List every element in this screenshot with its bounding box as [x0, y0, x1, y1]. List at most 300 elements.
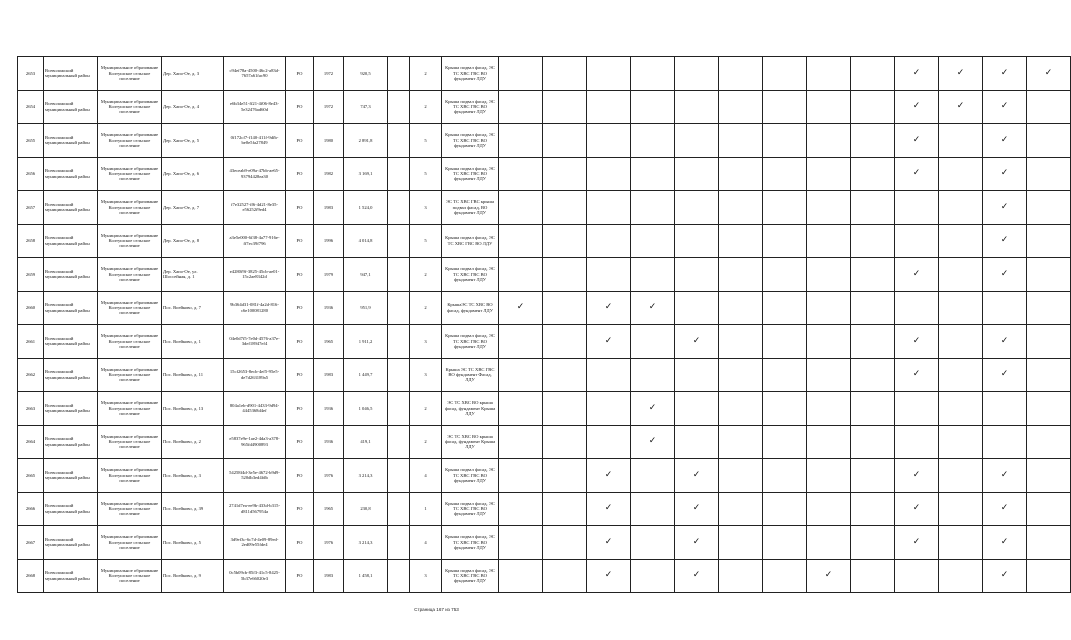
work-flag-cell: [631, 124, 675, 158]
work-flag-cell: [983, 291, 1027, 325]
work-flag-cell: [631, 224, 675, 258]
work-flag-cell: [631, 392, 675, 426]
year-cell: 1936: [314, 425, 344, 459]
work-flag-cell: [895, 258, 939, 292]
work-flag-cell: [675, 425, 719, 459]
work-flag-cell: [675, 559, 719, 593]
work-flag-cell: [719, 291, 763, 325]
area-cell: 947,1: [344, 258, 388, 292]
type-cell: РО: [286, 291, 314, 325]
municipality-cell: Муниципальное образование Колтушское сельское поселение: [98, 57, 162, 91]
work-flag-cell: [851, 325, 895, 359]
area-cell: 920,5: [344, 57, 388, 91]
work-flag-cell: [1027, 325, 1071, 359]
work-flag-cell: [587, 492, 631, 526]
work-flag-cell: [983, 325, 1027, 359]
check-icon: ✓: [1000, 268, 1009, 279]
area-cell: 1 046,5: [344, 392, 388, 426]
district-cell: Всеволожский муниципальный район: [44, 124, 98, 158]
work-flag-cell: [1027, 358, 1071, 392]
district-cell: Всеволожский муниципальный район: [44, 258, 98, 292]
municipality-cell: Муниципальное образование Колтушское сельское поселение: [98, 157, 162, 191]
work-flag-cell: [851, 90, 895, 124]
check-icon: ✓: [604, 302, 613, 313]
work-flag-cell: [763, 291, 807, 325]
work-flag-cell: [763, 191, 807, 225]
guid-cell: c94ef78a-4500-46c2-a83d-7657a61fac90: [224, 57, 286, 91]
work-flag-cell: [543, 358, 587, 392]
work-flag-cell: [587, 392, 631, 426]
year-cell: 1972: [314, 57, 344, 91]
row-number: 2661: [18, 325, 44, 359]
municipality-cell: Муниципальное образование Колтушское сельское поселение: [98, 325, 162, 359]
table-row: [18, 191, 1071, 225]
work-flag-cell: [631, 191, 675, 225]
work-flag-cell: [719, 258, 763, 292]
work-flag-cell: [1027, 191, 1071, 225]
work-flag-cell: [543, 559, 587, 593]
district-cell: Всеволожский муниципальный район: [44, 559, 98, 593]
work-flag-cell: [675, 291, 719, 325]
work-flag-cell: [763, 358, 807, 392]
works-cell: Крыша подвал фасад, ЭС ТС ХВС ГВС ВО фундамент ЛДУ: [442, 157, 499, 191]
district-cell: Всеволожский муниципальный район: [44, 57, 98, 91]
table-row: [18, 392, 1071, 426]
work-flag-cell: [631, 526, 675, 560]
work-flag-cell: [983, 492, 1027, 526]
year-cell: 1936: [314, 291, 344, 325]
municipality-cell: Муниципальное образование Колтушское сельское поселение: [98, 258, 162, 292]
work-flag-cell: [895, 559, 939, 593]
work-flag-cell: [1027, 492, 1071, 526]
works-cell: ЭС ТС ХВС ВО крыша фасад, фундамент Крыша ЛДУ: [442, 425, 499, 459]
work-flag-cell: [807, 392, 851, 426]
work-flag-cell: [499, 224, 543, 258]
work-flag-cell: [719, 57, 763, 91]
work-flag-cell: [807, 559, 851, 593]
works-cell: ЭС ТС ХВС ГВС крыша подвал фасад, ВО фундамент ЛДУ: [442, 191, 499, 225]
work-flag-cell: [543, 492, 587, 526]
check-icon: ✓: [648, 302, 657, 313]
table-row: [18, 492, 1071, 526]
work-flag-cell: [631, 492, 675, 526]
work-flag-cell: [807, 124, 851, 158]
work-flag-cell: [587, 425, 631, 459]
check-icon: ✓: [912, 335, 921, 346]
work-flag-cell: [763, 392, 807, 426]
work-flag-cell: [983, 157, 1027, 191]
address-cell: Пос. Воейково, д. 11: [162, 358, 224, 392]
work-flag-cell: [719, 526, 763, 560]
work-flag-cell: [1027, 124, 1071, 158]
address-cell: Дер. Хапо-Ое, д. 8: [162, 224, 224, 258]
work-flag-cell: [499, 358, 543, 392]
check-icon: ✓: [604, 536, 613, 547]
check-icon: ✓: [604, 469, 613, 480]
work-flag-cell: [675, 224, 719, 258]
check-icon: ✓: [912, 67, 921, 78]
empty-cell: [388, 124, 410, 158]
work-flag-cell: [543, 191, 587, 225]
work-flag-cell: [939, 224, 983, 258]
work-flag-cell: [763, 559, 807, 593]
work-flag-cell: [807, 526, 851, 560]
work-flag-cell: [763, 425, 807, 459]
works-table: [17, 56, 1071, 593]
work-flag-cell: [1027, 425, 1071, 459]
empty-cell: [388, 258, 410, 292]
check-icon: ✓: [912, 168, 921, 179]
work-flag-cell: [719, 90, 763, 124]
check-icon: ✓: [1000, 67, 1009, 78]
work-flag-cell: [763, 459, 807, 493]
work-flag-cell: [675, 258, 719, 292]
work-flag-cell: [895, 191, 939, 225]
table-row: [18, 526, 1071, 560]
work-flag-cell: [939, 90, 983, 124]
work-flag-cell: [983, 425, 1027, 459]
work-flag-cell: [851, 191, 895, 225]
work-flag-cell: [675, 358, 719, 392]
type-cell: РО: [286, 57, 314, 91]
check-icon: ✓: [912, 469, 921, 480]
check-icon: ✓: [824, 570, 833, 581]
work-flag-cell: [807, 492, 851, 526]
empty-cell: [388, 492, 410, 526]
address-cell: Пос. Воейково, д. 9: [162, 559, 224, 593]
work-flag-cell: [719, 358, 763, 392]
works-cell: Крыша подвал фасад, ЭС ТС ХВС ГВС ВО фундамент ЛДУ: [442, 492, 499, 526]
work-flag-cell: [939, 57, 983, 91]
floors-cell: 2: [410, 291, 442, 325]
work-flag-cell: [543, 258, 587, 292]
guid-cell: 804a1eb-d901-4433-9d94-4445368d4ef: [224, 392, 286, 426]
work-flag-cell: [1027, 459, 1071, 493]
work-flag-cell: [851, 425, 895, 459]
work-flag-cell: [939, 191, 983, 225]
work-flag-cell: [587, 325, 631, 359]
work-flag-cell: [851, 526, 895, 560]
address-cell: Пос. Воейково, д. 3: [162, 459, 224, 493]
work-flag-cell: [719, 459, 763, 493]
work-flag-cell: [939, 459, 983, 493]
work-flag-cell: [939, 124, 983, 158]
check-icon: ✓: [912, 536, 921, 547]
year-cell: 1976: [314, 526, 344, 560]
work-flag-cell: [763, 124, 807, 158]
work-flag-cell: [895, 291, 939, 325]
works-cell: Крыша подвал фасад, ЭС ТС ХВС ГВС ВО фундамент ЛДУ: [442, 258, 499, 292]
work-flag-cell: [895, 358, 939, 392]
work-flag-cell: [499, 291, 543, 325]
empty-cell: [388, 57, 410, 91]
work-flag-cell: [587, 57, 631, 91]
guid-cell: a3e5e000-6f38-4a77-916e-ff7ec39f796: [224, 224, 286, 258]
work-flag-cell: [543, 224, 587, 258]
address-cell: Пос. Воейково, д. 5: [162, 526, 224, 560]
work-flag-cell: [587, 358, 631, 392]
empty-cell: [388, 459, 410, 493]
type-cell: РО: [286, 258, 314, 292]
work-flag-cell: [675, 392, 719, 426]
district-cell: Всеволожский муниципальный район: [44, 291, 98, 325]
row-number: 2663: [18, 392, 44, 426]
work-flag-cell: [587, 90, 631, 124]
work-flag-cell: [587, 559, 631, 593]
work-flag-cell: [675, 124, 719, 158]
work-flag-cell: [499, 559, 543, 593]
work-flag-cell: [719, 157, 763, 191]
municipality-cell: Муниципальное образование Колтушское сельское поселение: [98, 526, 162, 560]
work-flag-cell: [763, 224, 807, 258]
work-flag-cell: [631, 90, 675, 124]
row-number: 2653: [18, 57, 44, 91]
work-flag-cell: [631, 425, 675, 459]
table-row: [18, 559, 1071, 593]
check-icon: ✓: [956, 101, 965, 112]
address-cell: Дер. Хапо-Ое, д. 3: [162, 57, 224, 91]
work-flag-cell: [543, 90, 587, 124]
work-flag-cell: [983, 526, 1027, 560]
district-cell: Всеволожский муниципальный район: [44, 425, 98, 459]
guid-cell: 54258f4d-3e5e-4672-b9d9-520db3ed4fdb: [224, 459, 286, 493]
row-number: 2660: [18, 291, 44, 325]
check-icon: ✓: [912, 503, 921, 514]
floors-cell: 2: [410, 425, 442, 459]
type-cell: РО: [286, 191, 314, 225]
work-flag-cell: [807, 425, 851, 459]
year-cell: 1980: [314, 124, 344, 158]
address-cell: Пос. Воейково, д. 7: [162, 291, 224, 325]
municipality-cell: Муниципальное образование Колтушское сельское поселение: [98, 559, 162, 593]
type-cell: РО: [286, 325, 314, 359]
type-cell: РО: [286, 559, 314, 593]
district-cell: Всеволожский муниципальный район: [44, 492, 98, 526]
work-flag-cell: [499, 90, 543, 124]
work-flag-cell: [763, 57, 807, 91]
type-cell: РО: [286, 224, 314, 258]
floors-cell: 4: [410, 459, 442, 493]
guid-cell: 0c5b09cb-85f3-41c5-8425-5b37e66020e3: [224, 559, 286, 593]
row-number: 2654: [18, 90, 44, 124]
check-icon: ✓: [1000, 570, 1009, 581]
check-icon: ✓: [692, 335, 701, 346]
empty-cell: [388, 90, 410, 124]
municipality-cell: Муниципальное образование Колтушское сельское поселение: [98, 224, 162, 258]
table-row: [18, 425, 1071, 459]
work-flag-cell: [895, 224, 939, 258]
work-flag-cell: [631, 358, 675, 392]
check-icon: ✓: [912, 369, 921, 380]
check-icon: ✓: [604, 570, 613, 581]
check-icon: ✓: [1000, 168, 1009, 179]
year-cell: 1965: [314, 492, 344, 526]
work-flag-cell: [587, 157, 631, 191]
work-flag-cell: [763, 90, 807, 124]
address-cell: Пос. Воейково, д. 39: [162, 492, 224, 526]
works-cell: Крыша подвал фасад, ЭС ТС ХВС ГВС ВО фундамент ЛДУ: [442, 90, 499, 124]
floors-cell: 2: [410, 90, 442, 124]
type-cell: РО: [286, 492, 314, 526]
address-cell: Дер. Хапо-Ое, д. 6: [162, 157, 224, 191]
empty-cell: [388, 325, 410, 359]
year-cell: 1983: [314, 358, 344, 392]
empty-cell: [388, 224, 410, 258]
row-number: 2668: [18, 559, 44, 593]
work-flag-cell: [851, 258, 895, 292]
work-flag-cell: [587, 258, 631, 292]
table-row: [18, 224, 1071, 258]
work-flag-cell: [1027, 258, 1071, 292]
type-cell: РО: [286, 157, 314, 191]
work-flag-cell: [543, 291, 587, 325]
municipality-cell: Муниципальное образование Колтушское сельское поселение: [98, 90, 162, 124]
district-cell: Всеволожский муниципальный район: [44, 358, 98, 392]
work-flag-cell: [851, 57, 895, 91]
guid-cell: 3d9ef3c-6c7d-4e09-89ed-2ed09e55fde4: [224, 526, 286, 560]
work-flag-cell: [499, 325, 543, 359]
work-flag-cell: [543, 526, 587, 560]
work-flag-cell: [895, 90, 939, 124]
table-row: [18, 358, 1071, 392]
work-flag-cell: [543, 325, 587, 359]
table-row: [18, 291, 1071, 325]
area-cell: 1 911,2: [344, 325, 388, 359]
work-flag-cell: [543, 425, 587, 459]
municipality-cell: Муниципальное образование Колтушское сельское поселение: [98, 358, 162, 392]
guid-cell: 43eceab9-e09a-47bb-ae65-93794428ea30: [224, 157, 286, 191]
work-flag-cell: [763, 157, 807, 191]
work-flag-cell: [983, 191, 1027, 225]
floors-cell: 3: [410, 358, 442, 392]
work-flag-cell: [807, 459, 851, 493]
check-icon: ✓: [648, 436, 657, 447]
work-flag-cell: [587, 526, 631, 560]
area-cell: 3 214,3: [344, 459, 388, 493]
works-cell: Крыша подвал фасад, ЭС ТС ХВС ГВС ВО фундамент ЛДУ: [442, 325, 499, 359]
work-flag-cell: [939, 291, 983, 325]
table-row: [18, 57, 1071, 91]
work-flag-cell: [543, 392, 587, 426]
work-flag-cell: [675, 57, 719, 91]
municipality-cell: Муниципальное образование Колтушское сельское поселение: [98, 191, 162, 225]
type-cell: РО: [286, 358, 314, 392]
municipality-cell: Муниципальное образование Колтушское сельское поселение: [98, 425, 162, 459]
check-icon: ✓: [604, 335, 613, 346]
check-icon: ✓: [1000, 134, 1009, 145]
guid-cell: 0f172cf7-f140-411f-9dfb-be0e5fa27849: [224, 124, 286, 158]
work-flag-cell: [499, 124, 543, 158]
work-flag-cell: [499, 157, 543, 191]
row-number: 2665: [18, 459, 44, 493]
work-flag-cell: [851, 392, 895, 426]
work-flag-cell: [851, 492, 895, 526]
address-cell: Дер. Хапо-Ое, д. 5: [162, 124, 224, 158]
work-flag-cell: [851, 157, 895, 191]
municipality-cell: Муниципальное образование Колтушское сельское поселение: [98, 124, 162, 158]
year-cell: 1979: [314, 258, 344, 292]
check-icon: ✓: [648, 402, 657, 413]
check-icon: ✓: [912, 268, 921, 279]
work-flag-cell: [675, 157, 719, 191]
address-cell: Пос. Воейково, д. 1: [162, 325, 224, 359]
row-number: 2656: [18, 157, 44, 191]
empty-cell: [388, 191, 410, 225]
type-cell: РО: [286, 90, 314, 124]
works-cell: ЭС ТС ХВС ВО крыша фасад, фундамент Крыша ЛДУ: [442, 392, 499, 426]
area-cell: 1 458,1: [344, 559, 388, 593]
work-flag-cell: [499, 191, 543, 225]
work-flag-cell: [587, 224, 631, 258]
district-cell: Всеволожский муниципальный район: [44, 191, 98, 225]
work-flag-cell: [895, 325, 939, 359]
floors-cell: 3: [410, 191, 442, 225]
work-flag-cell: [719, 559, 763, 593]
empty-cell: [388, 157, 410, 191]
work-flag-cell: [851, 459, 895, 493]
type-cell: РО: [286, 425, 314, 459]
guid-cell: 9b364d31-081f-4a2d-816-c6e100081280: [224, 291, 286, 325]
check-icon: ✓: [1000, 235, 1009, 246]
check-icon: ✓: [692, 469, 701, 480]
check-icon: ✓: [1000, 503, 1009, 514]
table-row: [18, 325, 1071, 359]
guid-cell: e5837e9e-1ae2-4da3-a378-965fd4900893: [224, 425, 286, 459]
year-cell: 1996: [314, 224, 344, 258]
work-flag-cell: [587, 191, 631, 225]
check-icon: ✓: [692, 536, 701, 547]
work-flag-cell: [807, 224, 851, 258]
work-flag-cell: [895, 392, 939, 426]
work-flag-cell: [587, 459, 631, 493]
work-flag-cell: [851, 358, 895, 392]
work-flag-cell: [807, 90, 851, 124]
work-flag-cell: [895, 459, 939, 493]
check-icon: ✓: [956, 67, 965, 78]
table-row: [18, 124, 1071, 158]
work-flag-cell: [895, 492, 939, 526]
work-flag-cell: [631, 258, 675, 292]
work-flag-cell: [543, 124, 587, 158]
work-flag-cell: [1027, 291, 1071, 325]
work-flag-cell: [1027, 559, 1071, 593]
work-flag-cell: [983, 57, 1027, 91]
work-flag-cell: [939, 425, 983, 459]
check-icon: ✓: [1044, 67, 1053, 78]
floors-cell: 2: [410, 392, 442, 426]
work-flag-cell: [807, 57, 851, 91]
guid-cell: e4280f9f-3825-45cb-ae01-15c2ae8342d: [224, 258, 286, 292]
work-flag-cell: [939, 258, 983, 292]
address-cell: Дер. Хапо-Ое, д. 7: [162, 191, 224, 225]
work-flag-cell: [939, 157, 983, 191]
address-cell: Дер. Хапо-Ое, ул. Шоссейная, д. 1: [162, 258, 224, 292]
work-flag-cell: [675, 90, 719, 124]
check-icon: ✓: [912, 101, 921, 112]
year-cell: 1965: [314, 325, 344, 359]
work-flag-cell: [719, 224, 763, 258]
page-footer: Страница 167 из 753: [414, 607, 459, 612]
work-flag-cell: [763, 492, 807, 526]
area-cell: 4 014,8: [344, 224, 388, 258]
work-flag-cell: [939, 526, 983, 560]
area-cell: 230,8: [344, 492, 388, 526]
floors-cell: 5: [410, 124, 442, 158]
floors-cell: 5: [410, 157, 442, 191]
year-cell: 1972: [314, 90, 344, 124]
work-flag-cell: [939, 559, 983, 593]
work-flag-cell: [1027, 224, 1071, 258]
